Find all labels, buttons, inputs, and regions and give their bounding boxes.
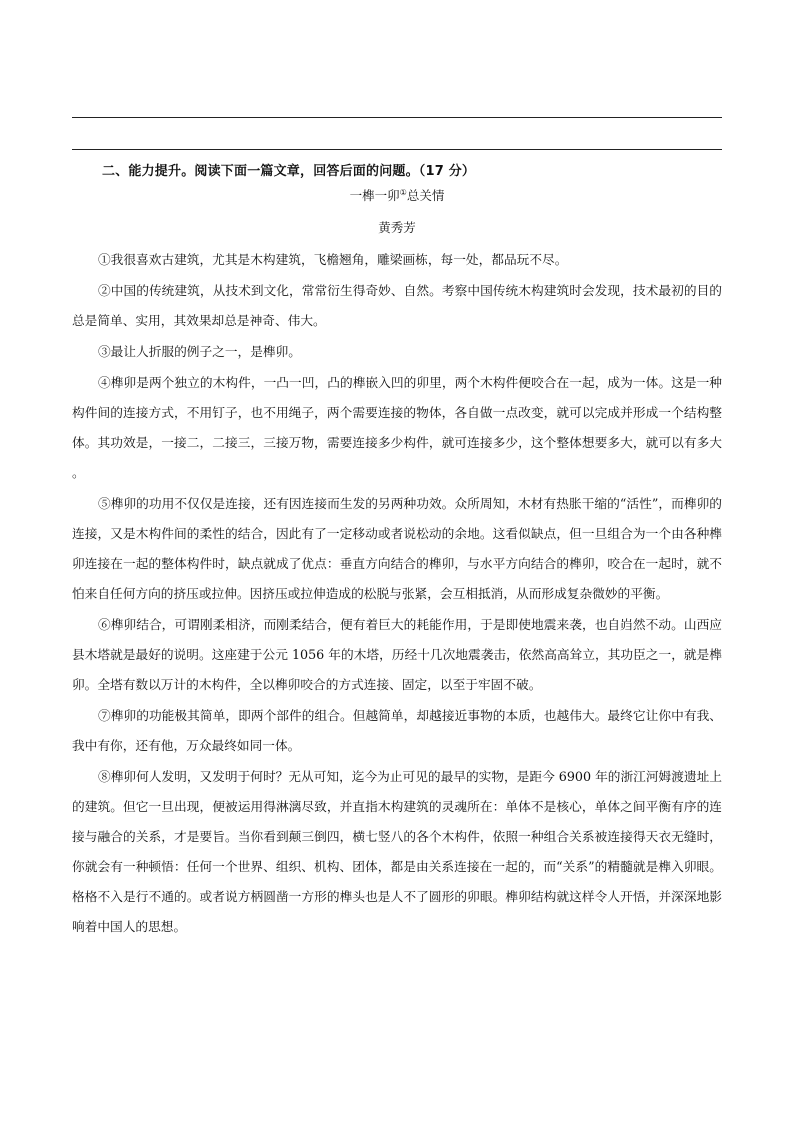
section-heading: 二、能力提升。阅读下面一篇文章，回答后面的问题。（17 分） bbox=[102, 164, 476, 179]
paragraph-7: ⑦榫卯的功能极其简单，即两个部件的组合。但越简单，却越接近事物的本质，也越伟大。最终它让你中有我、我中有你，还有他，万众最终如同一体。 bbox=[72, 708, 722, 753]
paragraph-2: ②中国的传统建筑，从技术到文化，常常衍生得奇妙、自然。考察中国传统木构建筑时会发现，技术最初的目的总是简单、实用，其效果却总是神奇、伟大。 bbox=[72, 283, 722, 328]
paragraph-3: ③最让人折服的例子之一，是榫卯。 bbox=[98, 344, 301, 359]
article-author: 黄秀芳 bbox=[378, 220, 416, 235]
article-title-main: 一榫一卯 bbox=[349, 188, 400, 203]
article-title-rest: 总关情 bbox=[406, 188, 445, 203]
paragraph-1: ①我很喜欢古建筑，尤其是木构建筑，飞檐翘角，雕梁画栋，每一处，都品玩不尽。 bbox=[98, 252, 568, 267]
article-title bbox=[0, 186, 794, 204]
footnote-marker: ① bbox=[399, 187, 407, 197]
article-body bbox=[72, 245, 722, 943]
paragraph-4: ④榫卯是两个独立的木构件，一凸一凹，凸的榫嵌入凹的卯里，两个木构件便咬合在一起，成为一体。这是一种构件间的连接方式，不用钉子，也不用绳子，两个需要连接的物体，各自做一点改变，就可以完成并形成一个结构整体。其功效是，一接二，二接三，三接万物，需要连接多少构件，就可连接多少，这个整体想要多大，就可以有多大。 bbox=[72, 375, 722, 480]
paragraph-6: ⑥榫卯结合，可谓刚柔相济，而刚柔结合，便有着巨大的耗能作用，于是即使地震来袭，也自岿然不动。山西应县木塔就是最好的说明。这座建于公元 1056 年的木塔，历经十几次地震袭击，依然高高耸立，其功臣之一，就是榫卯。全塔有数以万计的木构件，全以榫卯咬合的方式连接、固定，以至于牢固不破。 bbox=[72, 617, 722, 692]
paragraph-5: ⑤榫卯的功用不仅仅是连接，还有因连接而生发的另两种功效。众所周知，木材有热胀干缩的“活性”，而榫卯的连接，又是木构件间的柔性的结合，因此有了一定移动或者说松动的余地。这看似缺点，但一旦组合为一个由各种榫卯连接在一起的整体构件时，缺点就成了优点：垂直方向结合的榫卯，与水平方向结合的榫卯，咬合在一起时，就不怕来自任何方向的挤压或拉伸。因挤压或拉伸造成的松脱与张紧，会互相抵消，从而形成复杂微妙的平衡。 bbox=[72, 496, 722, 601]
answer-line-2 bbox=[72, 149, 722, 150]
paragraph-8: ⑧榫卯何人发明，又发明于何时？无从可知，迄今为止可见的最早的实物，是距今 6900 年的浙江河姆渡遗址上的建筑。但它一旦出现，便被运用得淋漓尽致，并直指木构建筑的灵魂所在：单体不是核心，单体之间平衡有序的连接与融合的关系，才是要旨。当你看到颠三倒四，横七竖八的各个木构件，依照一种组合关系被连接得天衣无缝时，你就会有一种顿悟：任何一个世界、组织、机构、团体，都是由关系连接在一起的，而“关系”的精髓就是榫入卯眼。格格不入是行不通的。或者说方柄圆凿一方形的榫头也是人不了圆形的卯眼。榫卯结构就这样令人开悟，并深深地影响着中国人的思想。 bbox=[72, 769, 722, 934]
answer-line-1 bbox=[72, 117, 722, 118]
